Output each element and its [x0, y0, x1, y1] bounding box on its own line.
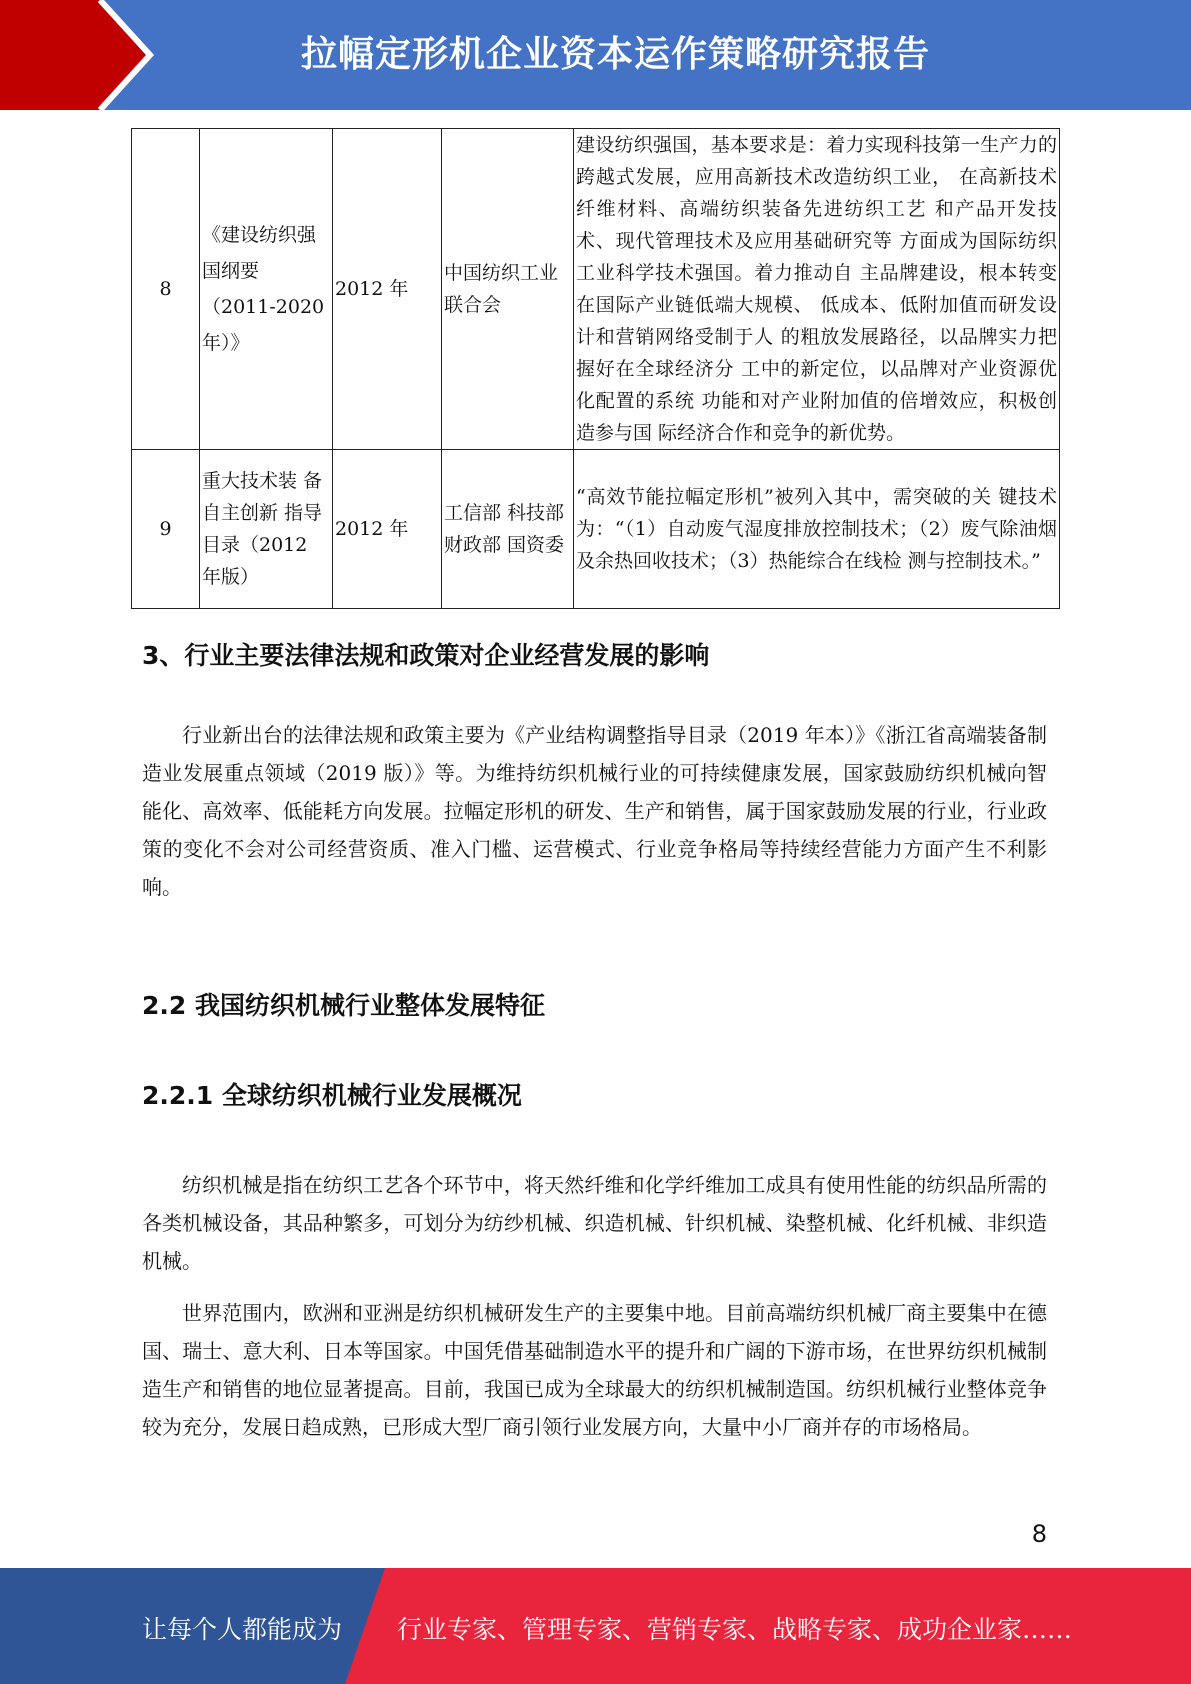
footer-slogan-left: 让每个人都能成为 [142, 1615, 343, 1644]
paragraph: 世界范围内，欧洲和亚洲是纺织机械研发生产的主要集中地。目前高端纺织机械厂商主要集中在德国、瑞士、意大利、日本等国家。中国凭借基础制造水平的提升和广阔的下游市场，在世界纺织机械制造生产和销售的地位显著提高。目前，我国已成为全球最大的纺织机械制造国。纺织机械行业整体竞争较为充分，发展日趋成熟，已形成大型厂商引领行业发展方向，大量中小厂商并存的市场格局。 [142, 1301, 1047, 1439]
table-row [132, 450, 1060, 609]
paragraph: 纺织机械是指在纺织工艺各个环节中，将天然纤维和化学纤维加工成具有使用性能的纺织品所需的各类机械设备，其品种繁多，可划分为纺纱机械、织造机械、针织机械、染整机械、化纤机械、非织造机械。 [142, 1173, 1047, 1273]
issuing-org: 中国纺织工业联合会 [442, 129, 574, 450]
report-title: 拉幅定形机企业资本运作策略研究报告 [300, 34, 930, 75]
issuing-org: 工信部 科技部 财政部 国资委 [442, 450, 574, 609]
section-heading: 2.2 我国纺织机械行业整体发展特征 [142, 991, 545, 1020]
section-heading: 3、行业主要法律法规和政策对企业经营发展的影响 [142, 641, 710, 670]
table-row [132, 129, 1060, 450]
policy-year: 2012 年 [333, 450, 442, 609]
paragraph: 行业新出台的法律法规和政策主要为《产业结构调整指导目录（2019 年本）》《浙江省高端装备制造业发展重点领域（2019 版）》等。为维持纺织机械行业的可持续健康发展，国家鼓励纺织机械向智能化、高效率、低能耗方向发展。拉幅定形机的研发、生产和销售，属于国家鼓励发展的行业，行业政策的变化不会对公司经营资质、准入门槛、运营模式、行业竞争格局等持续经营能力方面产生不利影响。 [142, 723, 1047, 899]
policy-description: 建设纺织强国，基本要求是：着力实现科技第一生产力的跨越式发展，应用高新技术改造纺织工业， 在高新技术纤维材料、高端纺织装备先进纺织工艺 和产品开发技术、现代管理技术及应用基础研究等 方面成为国际纺织工业科学技术强国。着力推动自 主品牌建设，根本转变在国际产业链低端大规模、 低成本、低附加值而研发设计和营销网络受制于人 的粗放发展路径，以品牌实力把握好在全球经济分 工中的新定位，以品牌对产业资源优化配置的系统 功能和对产业附加值的倍增效应，积极创造参与国 际经济合作和竞争的新优势。 [574, 129, 1060, 450]
row-number: 9 [132, 450, 200, 609]
policy-description: “高效节能拉幅定形机”被列入其中，需突破的关 键技术为：“（1）自动废气湿度排放控制技术；（2）废气除油烟及余热回收技术；（3）热能综合在线检 测与控制技术。” [574, 450, 1060, 609]
policy-name: 《建设纺织强国纲要（2011-2020年）》 [200, 129, 333, 450]
page-number: 8 [1031, 1520, 1047, 1548]
footer-slogan-right: 行业专家、管理专家、营销专家、战略专家、成功企业家…… [397, 1615, 1073, 1644]
row-number: 8 [132, 129, 200, 450]
page-footer [0, 1568, 1191, 1684]
policy-name: 重大技术装 备自主创新 指导目录（2012 年版） [200, 450, 333, 609]
page-header [0, 0, 1191, 110]
policy-year: 2012 年 [333, 129, 442, 450]
policy-table [131, 128, 1060, 609]
subsection-heading: 2.2.1 全球纺织机械行业发展概况 [142, 1081, 522, 1110]
